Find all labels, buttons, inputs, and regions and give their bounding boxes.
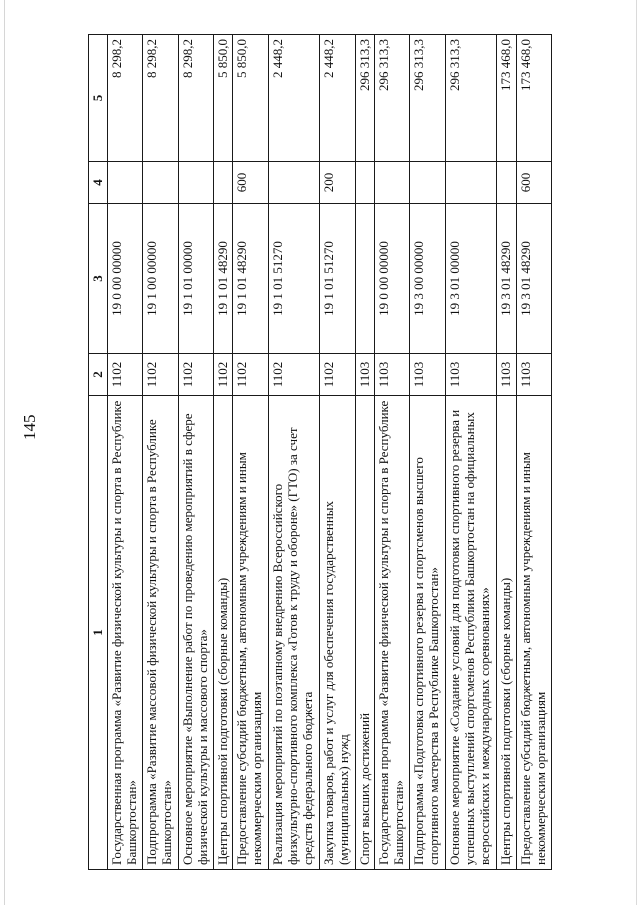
table-row <box>233 35 268 870</box>
table-body <box>108 35 552 870</box>
row-type-cell <box>375 162 410 204</box>
header-col-type: 4 <box>89 162 108 204</box>
row-section-cell: 1102 <box>108 354 143 396</box>
row-type-cell <box>108 162 143 204</box>
row-amount-cell: 5 850,0 <box>214 35 233 162</box>
row-name-cell: Основное мероприятие «Создание условий для подготовки спортивного резерва и успешных выступлений спортсменов Республики Башкортостан на официальных всероссийских и международных соревнованиях» <box>445 396 496 870</box>
row-amount-cell: 8 298,2 <box>108 35 143 162</box>
row-name-cell: Основное мероприятие «Выполнение работ по проведению мероприятий в сфере физической культуры и массового спорта» <box>178 396 213 870</box>
row-name-cell: Центры спортивной подготовки (сборные команды) <box>214 396 233 870</box>
table-row <box>143 35 178 870</box>
row-section-cell: 1103 <box>516 354 551 396</box>
row-type-cell <box>178 162 213 204</box>
row-name-cell: Государственная программа «Развитие физической культуры и спорта в Республике Башкортостан» <box>375 396 410 870</box>
row-name-cell: Реализация мероприятий по поэтапному внедрению Всероссийского физкультурно-спортивного комплекса «Готов к труду и обороне» (ГТО) за счет средств федерального бюджета <box>268 396 319 870</box>
row-amount-cell: 8 298,2 <box>143 35 178 162</box>
row-target-cell: 19 1 01 00000 <box>178 204 213 354</box>
row-type-cell <box>268 162 319 204</box>
table-row <box>516 35 551 870</box>
row-amount-cell: 8 298,2 <box>178 35 213 162</box>
row-target-cell <box>355 204 374 354</box>
row-section-cell: 1102 <box>178 354 213 396</box>
row-target-cell: 19 1 00 00000 <box>143 204 178 354</box>
row-target-cell: 19 1 01 48290 <box>233 204 268 354</box>
table-row <box>214 35 233 870</box>
row-section-cell: 1102 <box>320 354 355 396</box>
row-target-cell: 19 0 00 00000 <box>108 204 143 354</box>
row-section-cell: 1103 <box>497 354 516 396</box>
row-name-cell: Закупка товаров, работ и услуг для обеспечения государственных (муниципальных) нужд <box>320 396 355 870</box>
row-amount-cell: 296 313,3 <box>445 35 496 162</box>
row-target-cell: 19 1 01 51270 <box>320 204 355 354</box>
row-target-cell: 19 0 00 00000 <box>375 204 410 354</box>
table-row <box>268 35 319 870</box>
header-col-amount: 5 <box>89 35 108 162</box>
row-amount-cell: 296 313,3 <box>375 35 410 162</box>
row-amount-cell: 5 850,0 <box>233 35 268 162</box>
table-row <box>445 35 496 870</box>
row-section-cell: 1102 <box>233 354 268 396</box>
row-section-cell: 1103 <box>410 354 445 396</box>
row-section-cell: 1103 <box>445 354 496 396</box>
row-name-cell: Предоставление субсидий бюджетным, автономным учреждениям и иным некоммерческим организациям <box>233 396 268 870</box>
row-section-cell: 1103 <box>375 354 410 396</box>
scan-edge-left <box>4 0 5 905</box>
row-name-cell: Центры спортивной подготовки (сборные команды) <box>497 396 516 870</box>
row-amount-cell: 296 313,3 <box>355 35 374 162</box>
row-type-cell: 600 <box>233 162 268 204</box>
row-type-cell <box>355 162 374 204</box>
table-row <box>108 35 143 870</box>
table-row <box>178 35 213 870</box>
row-amount-cell: 296 313,3 <box>410 35 445 162</box>
row-target-cell: 19 3 01 48290 <box>497 204 516 354</box>
row-type-cell <box>143 162 178 204</box>
header-row <box>89 35 108 870</box>
row-amount-cell: 2 448,2 <box>268 35 319 162</box>
header-col-section: 2 <box>89 354 108 396</box>
header-col-target: 3 <box>89 204 108 354</box>
row-section-cell: 1103 <box>355 354 374 396</box>
budget-table <box>88 34 552 870</box>
header-col-name: 1 <box>89 396 108 870</box>
row-name-cell: Государственная программа «Развитие физической культуры и спорта в Республике Башкортостан» <box>108 396 143 870</box>
row-target-cell: 19 3 01 00000 <box>445 204 496 354</box>
table-row <box>410 35 445 870</box>
row-amount-cell: 173 468,0 <box>497 35 516 162</box>
row-type-cell <box>445 162 496 204</box>
table-row <box>355 35 374 870</box>
table-row <box>320 35 355 870</box>
row-amount-cell: 173 468,0 <box>516 35 551 162</box>
row-section-cell: 1102 <box>214 354 233 396</box>
table-row <box>497 35 516 870</box>
row-type-cell: 600 <box>516 162 551 204</box>
row-name-cell: Подпрограмма «Развитие массовой физической культуры и спорта в Республике Башкортостан» <box>143 396 178 870</box>
rotated-table-wrapper <box>88 35 552 870</box>
row-target-cell: 19 1 01 48290 <box>214 204 233 354</box>
row-type-cell <box>497 162 516 204</box>
row-target-cell: 19 3 00 00000 <box>410 204 445 354</box>
row-name-cell: Предоставление субсидий бюджетным, автономным учреждениям и иным некоммерческим организациям <box>516 396 551 870</box>
row-section-cell: 1102 <box>143 354 178 396</box>
row-section-cell: 1102 <box>268 354 319 396</box>
row-type-cell <box>410 162 445 204</box>
table-row <box>375 35 410 870</box>
row-name-cell: Подпрограмма «Подготовка спортивного резерва и спортсменов высшего спортивного мастерства в Республике Башкортостан» <box>410 396 445 870</box>
row-type-cell: 200 <box>320 162 355 204</box>
row-target-cell: 19 1 01 51270 <box>268 204 319 354</box>
scan-edge-right <box>636 0 637 905</box>
page-number: 145 <box>20 414 39 440</box>
row-amount-cell: 2 448,2 <box>320 35 355 162</box>
row-name-cell: Спорт высших достижений <box>355 396 374 870</box>
row-target-cell: 19 3 01 48290 <box>516 204 551 354</box>
row-type-cell <box>214 162 233 204</box>
